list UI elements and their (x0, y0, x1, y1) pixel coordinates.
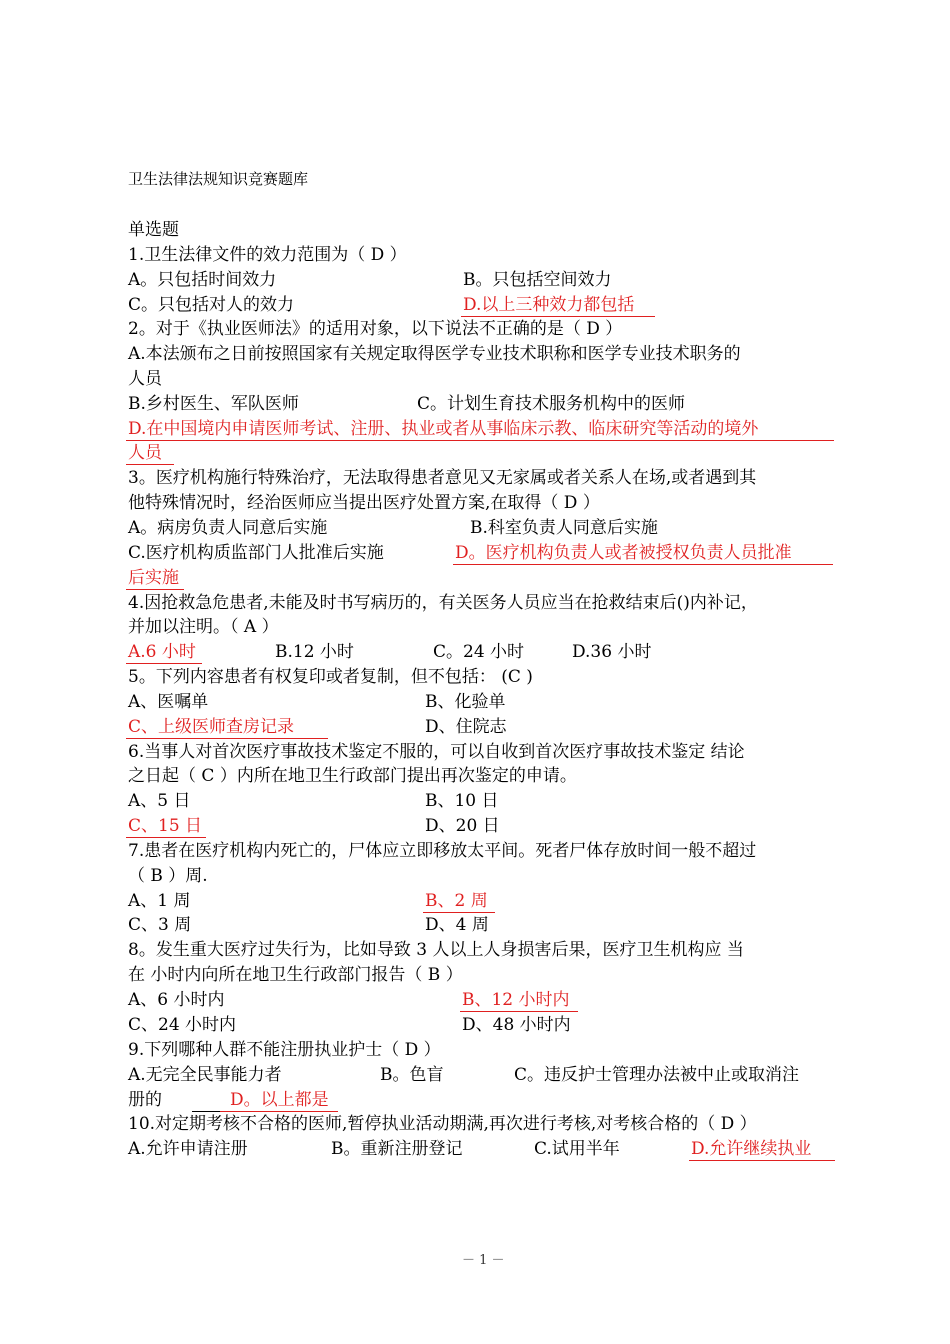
q9-option-a: A.无完全民事能力者 (128, 1065, 282, 1085)
q9-option-d-answer: D。以上都是 (230, 1090, 329, 1110)
answer-underline (423, 912, 495, 913)
q7-option-c: C、3 周 (128, 915, 192, 935)
section-heading: 单选题 (128, 220, 179, 240)
q8-option-b-answer: B、12 小时内 (462, 990, 570, 1010)
q6-option-d: D、20 日 (425, 816, 500, 836)
q2-option-b: B.乡村医生、军队医师 (128, 394, 299, 414)
q4-option-a-answer: A.6 小时 (128, 642, 196, 662)
answer-underline (126, 589, 184, 590)
q3-option-b: B.科室负责人同意后实施 (470, 518, 658, 538)
q2-option-a-line1: A.本法颁布之日前按照国家有关规定取得医学专业技术职称和医学专业技术职务的 (128, 344, 741, 364)
q9-option-b: B。色盲 (380, 1065, 444, 1085)
q1-option-c: C。只包括对人的效力 (128, 295, 295, 315)
q3-option-c: C.医疗机构质监部门人批准后实施 (128, 543, 384, 563)
question-6-line1: 6.当事人对首次医疗事故技术鉴定不服的，可以自收到首次医疗事故技术鉴定 结论 (128, 742, 745, 762)
answer-underline (126, 738, 328, 739)
question-6-line2: 之日起（ C ）内所在地卫生行政部门提出再次鉴定的申请。 (128, 766, 577, 786)
question-4-line1: 4.因抢救急危患者,未能及时书写病历的，有关医务人员应当在抢救结束后()内补记， (128, 593, 758, 613)
q8-option-d: D、48 小时内 (462, 1015, 571, 1035)
q9-option-c-line1: C。违反护士管理办法被中止或取消注 (514, 1065, 800, 1085)
question-9: 9.下列哪种人群不能注册执业护士（ D ） (128, 1040, 441, 1060)
question-1: 1.卫生法律文件的效力范围为（ D ） (128, 245, 407, 265)
question-10: 10.对定期考核不合格的医师,暂停执业活动期满,再次进行考核,对考核合格的（ D ） (128, 1114, 757, 1134)
q8-option-c: C、24 小时内 (128, 1015, 237, 1035)
q5-option-b: B、化验单 (425, 692, 506, 712)
q7-option-d: D、4 周 (425, 915, 489, 935)
q4-option-b: B.12 小时 (275, 642, 354, 662)
q2-option-d-answer-line1: D.在中国境内申请医师考试、注册、执业或者从事临床示教、临床研究等活动的境外 (128, 419, 759, 439)
answer-underline (689, 1160, 835, 1161)
q5-option-c-answer: C、上级医师查房记录 (128, 717, 295, 737)
question-8-line1: 8。发生重大医疗过失行为，比如导致 3 人以上人身损害后果，医疗卫生机构应 当 (128, 940, 744, 960)
question-8-line2: 在 小时内向所在地卫生行政部门报告（ B ） (128, 965, 463, 985)
q3-option-d-answer-line1: D。医疗机构负责人或者被授权负责人员批准 (455, 543, 792, 563)
answer-underline (460, 1011, 578, 1012)
q6-option-b: B、10 日 (425, 791, 499, 811)
q4-option-c: C。24 小时 (433, 642, 525, 662)
page-number: － 1 － (462, 1253, 505, 1268)
question-7-line2: （ B ）周. (128, 866, 208, 886)
q10-option-d-answer: D.允许继续执业 (691, 1139, 812, 1159)
answer-underline (461, 316, 655, 317)
answer-underline (126, 440, 834, 441)
q10-option-c: C.试用半年 (534, 1139, 620, 1159)
answer-underline (220, 1111, 338, 1112)
text-underline (192, 1111, 220, 1112)
q2-option-d-answer-line2: 人员 (128, 443, 162, 463)
q3-option-d-answer-line2: 后实施 (128, 568, 179, 588)
q10-option-a: A.允许申请注册 (128, 1139, 248, 1159)
q8-option-a: A、6 小时内 (128, 990, 225, 1010)
q9-option-c-line2: 册的 (128, 1090, 162, 1110)
answer-underline (126, 837, 206, 838)
question-2: 2。对于《执业医师法》的适用对象，以下说法不正确的是（ D ） (128, 319, 623, 339)
answer-underline (126, 464, 174, 465)
q3-option-a: A。病房负责人同意后实施 (128, 518, 328, 538)
question-4-line2: 并加以注明。（ A ） (128, 617, 279, 637)
q5-option-a: A、医嘱单 (128, 692, 209, 712)
q10-option-b: B。重新注册登记 (331, 1139, 463, 1159)
q1-option-d-answer: D.以上三种效力都包括 (463, 295, 635, 315)
q2-option-a-line2: 人员 (128, 369, 162, 389)
q1-option-b: B。只包括空间效力 (463, 270, 612, 290)
q4-option-d: D.36 小时 (572, 642, 652, 662)
q5-option-d: D、住院志 (425, 717, 507, 737)
q2-option-c: C。计划生育技术服务机构中的医师 (417, 394, 686, 414)
doc-title: 卫生法律法规知识竞赛题库 (128, 170, 309, 188)
q7-option-b-answer: B、2 周 (425, 891, 488, 911)
q1-option-a: A。只包括时间效力 (128, 270, 277, 290)
question-5: 5。下列内容患者有权复印或者复制，但不包括： (C ) (128, 667, 533, 687)
q6-option-c-answer: C、15 日 (128, 816, 203, 836)
question-3-line1: 3。医疗机构施行特殊治疗，无法取得患者意见又无家属或者关系人在场,或者遇到其 (128, 468, 757, 488)
q7-option-a: A、1 周 (128, 891, 191, 911)
q6-option-a: A、5 日 (128, 791, 191, 811)
question-3-line2: 他特殊情况时，经治医师应当提出医疗处置方案,在取得（ D ） (128, 493, 600, 513)
answer-underline (453, 564, 833, 565)
question-7-line1: 7.患者在医疗机构内死亡的，尸体应立即移放太平间。死者尸体存放时间一般不超过 (128, 841, 757, 861)
answer-underline (126, 663, 202, 664)
